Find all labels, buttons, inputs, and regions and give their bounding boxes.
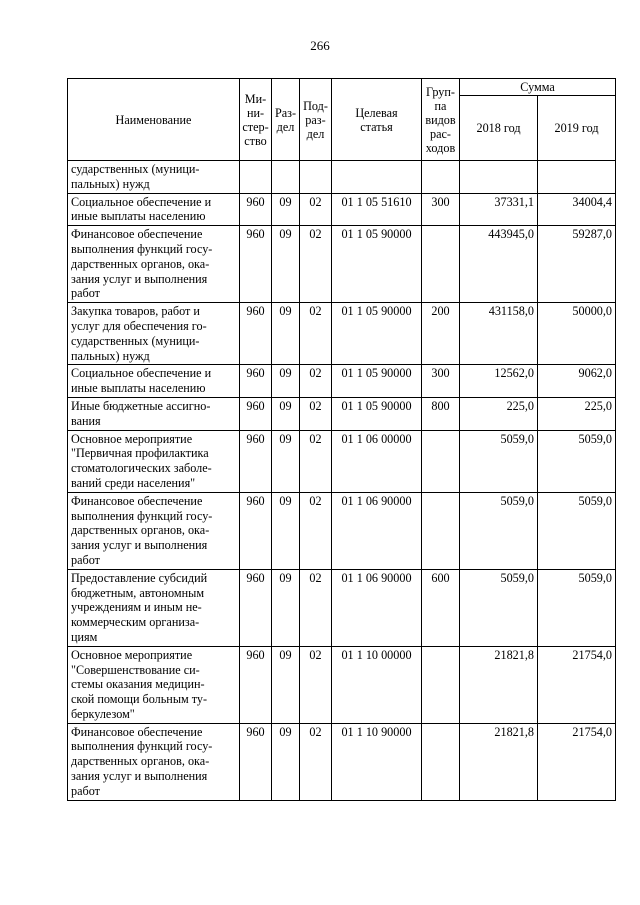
row-ministry: 960	[240, 723, 272, 800]
table-header	[68, 79, 616, 161]
row-section: 09	[272, 569, 300, 646]
row-subsection: 02	[300, 492, 332, 569]
table-row	[68, 397, 616, 430]
row-name: Финансовое обеспечение выполнения функций госу- дарственных органов, ока- зания услуг и выполнения работ	[68, 723, 240, 800]
row-ministry: 960	[240, 646, 272, 723]
row-target-article: 01 1 05 90000	[332, 397, 422, 430]
row-ministry: 960	[240, 430, 272, 492]
table-body	[68, 161, 616, 801]
row-ministry: 960	[240, 569, 272, 646]
row-expense-group: 300	[422, 365, 460, 398]
table-row	[68, 430, 616, 492]
row-sum-2019: 34004,4	[538, 193, 616, 226]
row-name: Финансовое обеспечение выполнения функций госу- дарственных органов, ока- зания услуг и выполнения работ	[68, 492, 240, 569]
row-sum-2019: 9062,0	[538, 365, 616, 398]
row-expense-group	[422, 646, 460, 723]
row-subsection: 02	[300, 226, 332, 303]
row-sum-2018: 21821,8	[460, 723, 538, 800]
row-target-article: 01 1 05 51610	[332, 193, 422, 226]
row-sum-2019: 50000,0	[538, 303, 616, 365]
row-expense-group	[422, 226, 460, 303]
row-name: Социальное обеспечение и иные выплаты населению	[68, 365, 240, 398]
row-ministry: 960	[240, 226, 272, 303]
row-name: Финансовое обеспечение выполнения функций госу- дарственных органов, ока- зания услуг и выполнения работ	[68, 226, 240, 303]
row-target-article: 01 1 05 90000	[332, 365, 422, 398]
header-section: Раз- дел	[272, 79, 300, 161]
header-sum: Сумма	[460, 79, 616, 96]
row-target-article: 01 1 06 90000	[332, 569, 422, 646]
row-expense-group: 200	[422, 303, 460, 365]
row-subsection	[300, 161, 332, 194]
row-subsection: 02	[300, 365, 332, 398]
row-target-article: 01 1 06 90000	[332, 492, 422, 569]
table-row	[68, 569, 616, 646]
header-expense-group: Груп- па видов рас- ходов	[422, 79, 460, 161]
table-row	[68, 492, 616, 569]
budget-table	[67, 78, 616, 801]
row-expense-group	[422, 161, 460, 194]
row-name: Иные бюджетные ассигно- вания	[68, 397, 240, 430]
row-ministry: 960	[240, 492, 272, 569]
header-subsection: Под- раз- дел	[300, 79, 332, 161]
row-section: 09	[272, 723, 300, 800]
header-ministry: Ми- ни- стер- ство	[240, 79, 272, 161]
row-section: 09	[272, 646, 300, 723]
row-name: Предоставление субсидий бюджетным, автономным учреждениям и иным не- коммерческим организа- циям	[68, 569, 240, 646]
row-sum-2019: 5059,0	[538, 430, 616, 492]
row-section: 09	[272, 303, 300, 365]
header-target-article: Целевая статья	[332, 79, 422, 161]
row-subsection: 02	[300, 646, 332, 723]
row-section: 09	[272, 430, 300, 492]
row-section: 09	[272, 226, 300, 303]
row-expense-group: 300	[422, 193, 460, 226]
row-name: Закупка товаров, работ и услуг для обеспечения го- сударственных (муници- пальных) нужд	[68, 303, 240, 365]
row-sum-2018: 37331,1	[460, 193, 538, 226]
row-name: Основное мероприятие "Совершенствование си- стемы оказания медицин- ской помощи больным ту- беркулезом"	[68, 646, 240, 723]
row-target-article: 01 1 10 00000	[332, 646, 422, 723]
row-sum-2019: 225,0	[538, 397, 616, 430]
row-subsection: 02	[300, 303, 332, 365]
row-target-article: 01 1 06 00000	[332, 430, 422, 492]
row-section: 09	[272, 492, 300, 569]
row-name: Социальное обеспечение и иные выплаты населению	[68, 193, 240, 226]
row-subsection: 02	[300, 397, 332, 430]
row-sum-2019: 21754,0	[538, 723, 616, 800]
row-subsection: 02	[300, 569, 332, 646]
row-expense-group	[422, 430, 460, 492]
row-subsection: 02	[300, 723, 332, 800]
row-section: 09	[272, 193, 300, 226]
row-sum-2018: 12562,0	[460, 365, 538, 398]
table-row	[68, 723, 616, 800]
row-sum-2019: 21754,0	[538, 646, 616, 723]
row-sum-2018: 21821,8	[460, 646, 538, 723]
table-row	[68, 193, 616, 226]
row-ministry: 960	[240, 397, 272, 430]
row-sum-2019: 59287,0	[538, 226, 616, 303]
row-sum-2019	[538, 161, 616, 194]
row-sum-2018: 5059,0	[460, 430, 538, 492]
row-target-article	[332, 161, 422, 194]
row-name: сударственных (муници- пальных) нужд	[68, 161, 240, 194]
row-target-article: 01 1 05 90000	[332, 226, 422, 303]
row-expense-group: 800	[422, 397, 460, 430]
header-name: Наименование	[68, 79, 240, 161]
table-row	[68, 303, 616, 365]
header-year-2019: 2019 год	[538, 96, 616, 161]
row-ministry: 960	[240, 193, 272, 226]
row-sum-2018	[460, 161, 538, 194]
header-year-2018: 2018 год	[460, 96, 538, 161]
row-target-article: 01 1 10 90000	[332, 723, 422, 800]
row-expense-group	[422, 492, 460, 569]
row-subsection: 02	[300, 430, 332, 492]
row-expense-group: 600	[422, 569, 460, 646]
row-name: Основное мероприятие "Первичная профилактика стоматологических заболе- ваний среди населения"	[68, 430, 240, 492]
row-section: 09	[272, 397, 300, 430]
table-row	[68, 646, 616, 723]
table-row	[68, 161, 616, 194]
page-number: 266	[310, 38, 330, 53]
row-sum-2018: 443945,0	[460, 226, 538, 303]
row-section	[272, 161, 300, 194]
row-target-article: 01 1 05 90000	[332, 303, 422, 365]
row-sum-2018: 225,0	[460, 397, 538, 430]
row-ministry	[240, 161, 272, 194]
row-subsection: 02	[300, 193, 332, 226]
row-sum-2019: 5059,0	[538, 492, 616, 569]
row-sum-2018: 431158,0	[460, 303, 538, 365]
row-sum-2019: 5059,0	[538, 569, 616, 646]
table-row	[68, 365, 616, 398]
row-section: 09	[272, 365, 300, 398]
table-row	[68, 226, 616, 303]
row-ministry: 960	[240, 303, 272, 365]
row-expense-group	[422, 723, 460, 800]
row-sum-2018: 5059,0	[460, 492, 538, 569]
row-ministry: 960	[240, 365, 272, 398]
row-sum-2018: 5059,0	[460, 569, 538, 646]
